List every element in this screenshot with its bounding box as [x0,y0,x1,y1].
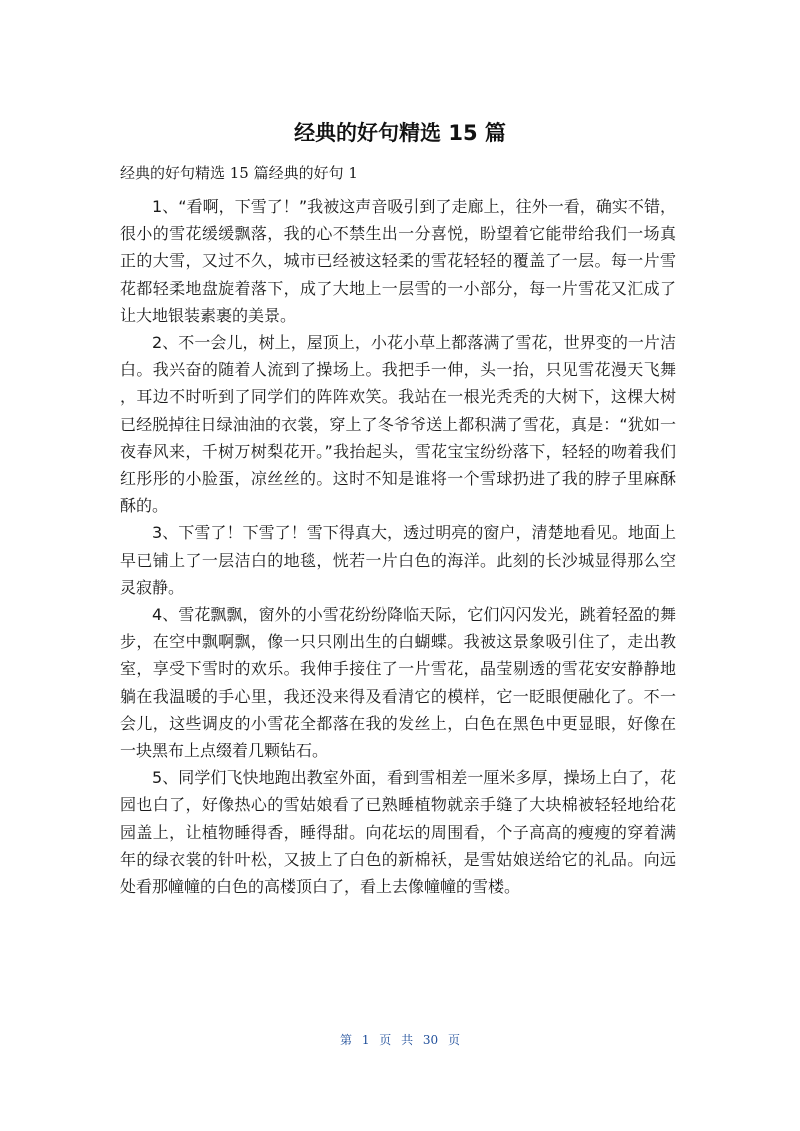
document-title: 经典的好句精选 15 篇 [294,121,506,145]
page-footer: 第 1 页 共 30 页 [340,1033,460,1047]
document-subtitle: 经典的好句精选 15 篇经典的好句 1 [120,164,358,182]
paragraph-5: 5、同学们飞快地跑出教室外面，看到雪相差一厘米多厚，操场上白了，花园也白了，好像热心的雪姑娘看了已熟睡植物就亲手缝了大块棉被轻轻地给花园盖上，让植物睡得香，睡得甜。向花坛的周围看，个子高高的瘦瘦的穿着满年的绿衣裳的针叶松，又披上了白色的新棉袄，是雪姑娘送给它的礼品。向远处看那幢幢的白色的高楼顶白了，看上去像幢幢的雪楼。 [120,768,676,897]
paragraph-2: 2、不一会儿，树上，屋顶上，小花小草上都落满了雪花，世界变的一片洁白。我兴奋的随着人流到了操场上。我把手一伸，头一抬，只见雪花漫天飞舞，耳边不时听到了同学们的阵阵欢笑。我站在一根光秃秃的大树下，这棵大树已经脱掉往日绿油油的衣裳，穿上了冬爷爷送上都积满了雪花，真是：“犹如一夜春风来，千树万树梨花开。”我抬起头，雪花宝宝纷纷落下，轻轻的吻着我们红彤彤的小脸蛋，凉丝丝的。这时不知是谁将一个雪球扔进了我的脖子里麻酥酥的。 [120,333,676,516]
paragraph-3: 3、下雪了！下雪了！雪下得真大，透过明亮的窗户，清楚地看见。地面上早已铺上了一层洁白的地毯，恍若一片白色的海洋。此刻的长沙城显得那么空灵寂静。 [120,523,676,597]
document-body [120,193,676,900]
paragraph-4: 4、雪花飘飘，窗外的小雪花纷纷降临天际，它们闪闪发光，跳着轻盈的舞步，在空中飘啊飘，像一只只刚出生的白蝴蝶。我被这景象吸引住了，走出教室，享受下雪时的欢乐。我伸手接住了一片雪花，晶莹剔透的雪花安安静静地躺在我温暖的手心里，我还没来得及看清它的模样，它一眨眼便融化了。不一会儿，这些调皮的小雪花全都落在我的发丝上，白色在黑色中更显眼，好像在一块黑布上点缀着几颗钻石。 [120,605,676,761]
paragraph-1: 1、“看啊，下雪了！”我被这声音吸引到了走廊上，往外一看，确实不错，很小的雪花缓缓飘落，我的心不禁生出一分喜悦，盼望着它能带给我们一场真正的大雪，又过不久，城市已经被这轻柔的雪花轻轻的覆盖了一层。每一片雪花都轻柔地盘旋着落下，成了大地上一层雪的一小部分，每一片雪花又汇成了让大地银装素裹的美景。 [120,197,676,325]
